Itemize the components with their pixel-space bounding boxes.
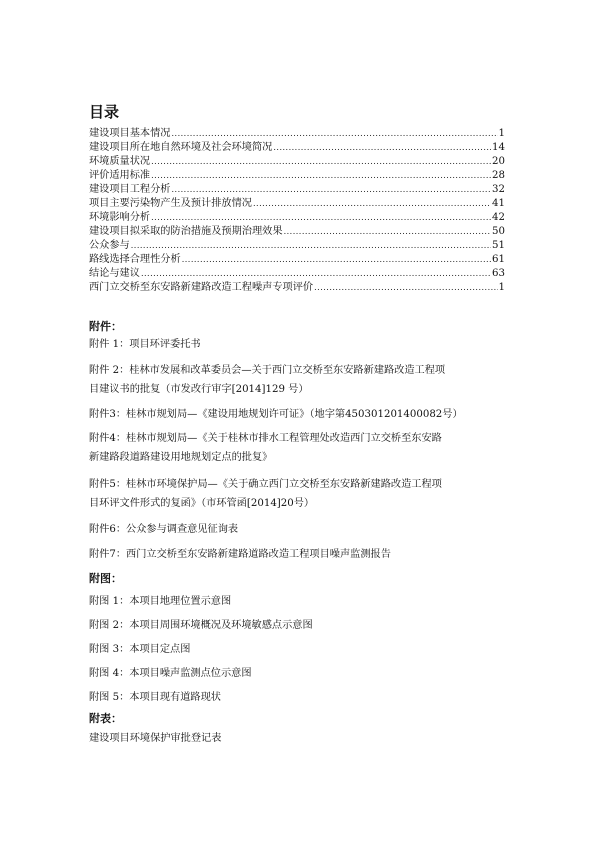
toc-entry-label: 西门立交桥至东安路新建路改造工程噪声专项评价 [89, 282, 314, 293]
attachment-line: 目建议书的批复（市发改行审字[2014]129 号） [89, 384, 309, 395]
toc-entry-label: 项目主要污染物产生及预计排放情况 [89, 198, 252, 209]
toc-leader-dots [131, 239, 491, 253]
toc-entry[interactable] [89, 239, 505, 253]
attachment-line: 附件 1：项目环评委托书 [89, 339, 201, 350]
figures-title: 附图： [89, 572, 122, 585]
toc-entry-label: 建设项目拟采取的防治措施及预期治理效果 [89, 226, 283, 237]
figure-line: 附图 5：本项目现有道路现状 [89, 692, 221, 703]
table-line: 建设项目环境保护审批登记表 [89, 733, 222, 744]
attachment-line: 新建路段道路建设用地规划定点的批复》 [89, 452, 273, 463]
toc-entry[interactable] [89, 225, 505, 239]
toc-entry-label: 建设项目基本情况 [89, 128, 171, 139]
toc-title: 目录 [89, 103, 120, 121]
toc-entry[interactable] [89, 155, 505, 169]
toc-leader-dots [151, 155, 491, 169]
toc-entry[interactable] [89, 211, 505, 225]
toc-entry-page: 1 [498, 128, 505, 139]
toc-entry-page: 41 [492, 198, 505, 209]
toc-leader-dots [172, 183, 492, 197]
toc-leader-dots [273, 141, 491, 155]
toc-entry[interactable] [89, 267, 505, 281]
attachment-line: 附件5：桂林市环境保护局—《关于确立西门立交桥至东安路新建路改造工程项 [89, 479, 442, 490]
toc-leader-dots [151, 169, 491, 183]
toc-entry-label: 环境影响分析 [89, 212, 151, 223]
toc-entry-page: 1 [498, 282, 505, 293]
toc-entry[interactable] [89, 141, 505, 155]
toc-entry-label: 评价适用标准 [89, 170, 151, 181]
toc-leader-dots [284, 225, 491, 239]
toc-leader-dots [182, 253, 491, 267]
toc-entry-page: 20 [492, 156, 505, 167]
toc-entry-page: 32 [492, 184, 505, 195]
attachment-line: 附件 2：桂林市发展和改革委员会—关于西门立交桥至东安路新建路改造工程项 [89, 365, 446, 376]
figure-line: 附图 1：本项目地理位置示意图 [89, 596, 232, 607]
toc-leader-dots [141, 267, 491, 281]
attachment-line: 目环评文件形式的复函》（市环管函[2014]20号） [89, 498, 315, 509]
toc-entry-page: 42 [492, 212, 505, 223]
toc-entry-page: 61 [492, 254, 505, 265]
toc-entry[interactable] [89, 127, 505, 141]
toc-entry-page: 28 [492, 170, 505, 181]
toc-leader-dots [151, 211, 491, 225]
toc-entry-label: 结论与建议 [89, 268, 140, 279]
toc-entry-page: 50 [492, 226, 505, 237]
toc-leader-dots [314, 281, 497, 295]
toc-entry[interactable] [89, 183, 505, 197]
toc-entry[interactable] [89, 169, 505, 183]
table-of-contents [89, 127, 505, 295]
toc-entry[interactable] [89, 253, 505, 267]
attachment-line: 附件4：桂林市规划局—《关于桂林市排水工程管理处改造西门立交桥至东安路 [89, 433, 442, 444]
toc-entry-label: 路线选择合理性分析 [89, 254, 181, 265]
toc-entry[interactable] [89, 281, 505, 295]
toc-entry-label: 建设项目所在地自然环境及社会环境简况 [89, 142, 273, 153]
figure-line: 附图 3：本项目定点图 [89, 644, 191, 655]
figure-line: 附图 4：本项目噪声监测点位示意图 [89, 668, 252, 679]
toc-leader-dots [253, 197, 491, 211]
toc-entry-page: 14 [492, 142, 505, 153]
figure-line: 附图 2：本项目周围环境概况及环境敏感点示意图 [89, 620, 313, 631]
attachment-line: 附件6：公众参与调查意见征询表 [89, 524, 239, 535]
toc-entry-page: 63 [492, 268, 505, 279]
toc-entry-label: 环境质量状况 [89, 156, 151, 167]
attachment-line: 附件7：西门立交桥至东安路新建路道路改造工程项目噪声监测报告 [89, 549, 391, 560]
attachment-line: 附件3：桂林市规划局—《建设用地规划许可证》（地字第450301201400082号） [89, 409, 463, 420]
toc-entry-label: 公众参与 [89, 240, 130, 251]
toc-leader-dots [172, 127, 498, 141]
attachments-title: 附件： [89, 320, 122, 333]
tables-title: 附表： [89, 712, 122, 725]
toc-entry[interactable] [89, 197, 505, 211]
toc-entry-page: 51 [492, 240, 505, 251]
toc-entry-label: 建设项目工程分析 [89, 184, 171, 195]
